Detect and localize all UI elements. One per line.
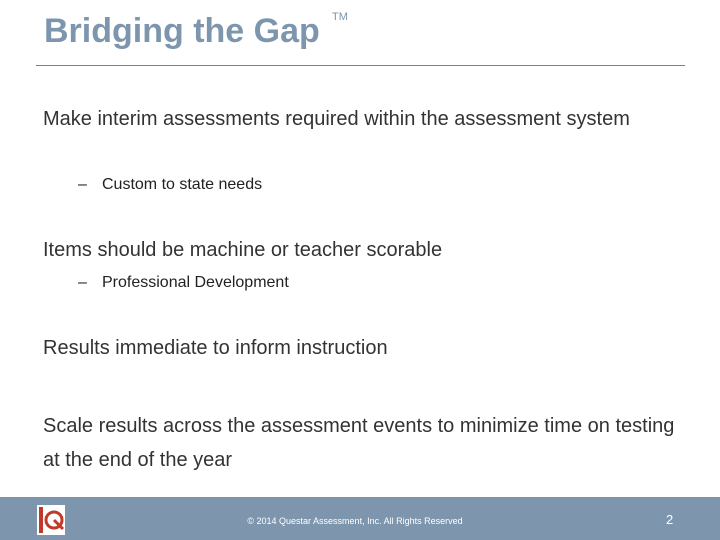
bullet-item: Make interim assessments required within the assessment system <box>43 108 630 130</box>
footer-bar <box>0 497 720 540</box>
sub-bullet-label: Professional Development <box>102 274 289 291</box>
page-number: 2 <box>666 512 674 527</box>
sub-bullet-label: Custom to state needs <box>102 176 263 193</box>
copyright-text: © 2014 Questar Assessment, Inc. All Rights Reserved <box>247 516 463 526</box>
bullet-item: Items should be machine or teacher scorable <box>43 239 443 261</box>
sub-bullet-item <box>78 273 678 293</box>
bullet-item: Scale results across the assessment events to minimize time on testing at the end of the year <box>43 415 675 471</box>
dash-marker: – <box>78 274 87 291</box>
title-divider <box>36 65 685 66</box>
bullet-item: Results immediate to inform instruction <box>43 337 388 359</box>
slide-title: Bridging the Gap <box>44 12 320 50</box>
sub-bullet-item <box>78 175 678 195</box>
dash-marker: – <box>78 176 87 193</box>
trademark-mark: TM <box>332 11 348 23</box>
